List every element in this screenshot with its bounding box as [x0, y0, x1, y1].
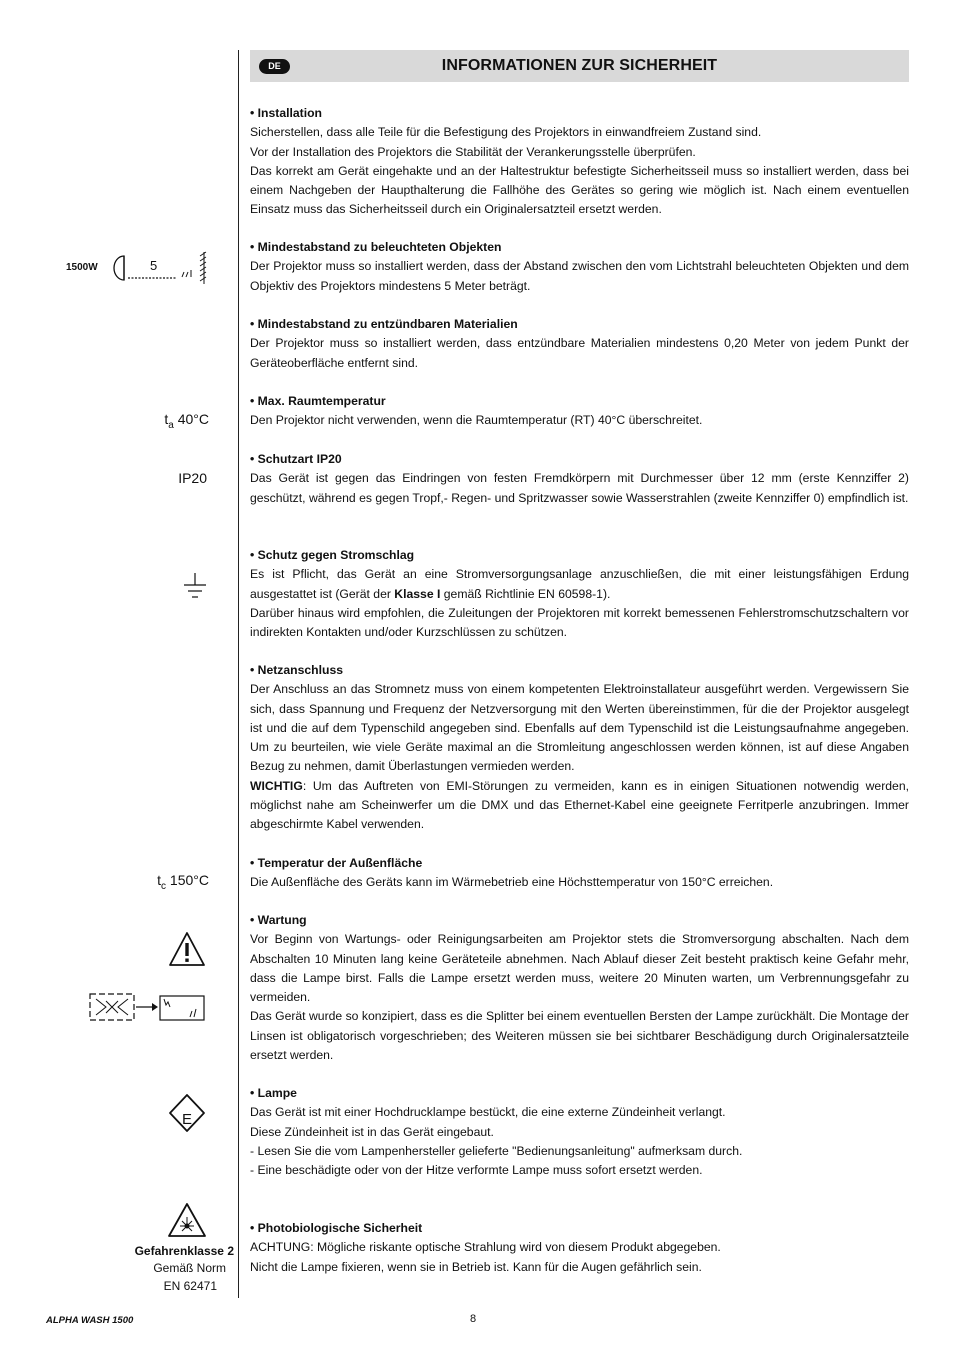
surface-temp-label: $t_c$ 150°C: [157, 872, 209, 892]
paragraph: Den Projektor nicht verwenden, wenn die Raumtemperatur (RT) 40°C überschreitet.: [250, 413, 703, 428]
paragraph: - Eine beschädigte oder von der Hitze verformte Lampe muss sofort ersetzt werden.: [250, 1163, 703, 1178]
section-title: • Wartung: [250, 913, 307, 927]
section-title: • Photobiologische Sicherheit: [250, 1221, 423, 1235]
section-maintenance: [250, 911, 909, 1065]
footer-model-name: ALPHA WASH 1500: [46, 1315, 134, 1326]
paragraph: Vor Beginn von Wartungs- oder Reinigungsarbeiten am Projektor stets die Stromversorgung abschalten. Nach dem Abschalten 10 Minuten lang keine Geräteteile abnehmen. Nach Ablauf dieser Zeit besteht praktisch keine Gefahr mehr, dass die Lampe birst. Falls die Lampe ersetzt werden muss, weitere 20 Minuten warten, um Verbrennungsgefahr zu vermeiden.: [250, 932, 909, 1005]
warning-icon: [168, 931, 206, 967]
paragraph: Das Gerät wurde so konzipiert, dass es die Splitter bei einem eventuellen Bersten der Lampe zurückhält. Die Montage der Linsen ist obligatorisch vorgeschrieben; des Weiteren müssen sie bei sichtbarer Beschädigung durch Originalersatzteile ersetzt werden.: [250, 1009, 909, 1063]
laser-radiation-icon: [167, 1202, 207, 1238]
paragraph: - Lesen Sie die vom Lampenhersteller gelieferte "Bedienungsanleitung" aufmerksam durch.: [250, 1143, 743, 1158]
section-title: • Mindestabstand zu beleuchteten Objekten: [250, 240, 502, 254]
section-title: • Installation: [250, 106, 322, 120]
lamp-replacement-icon: [86, 991, 208, 1025]
page-number: 8: [470, 1313, 477, 1325]
section-title: • Lampe: [250, 1086, 297, 1100]
section-photobiological: [250, 1219, 909, 1277]
section-max-temp: [250, 392, 909, 431]
paragraph: Nicht die Lampe fixieren, wenn sie in Betrieb ist. Kann für die Augen gefährlich sein.: [250, 1259, 702, 1274]
section-min-distance-flammable: [250, 315, 909, 373]
language-badge: DE: [259, 59, 290, 74]
section-mains: [250, 661, 909, 835]
paragraph: Der Projektor muss so installiert werden, dass entzündbare Materialien mindestens 0,20 Meter von jedem Punkt der Geräteoberfläche entfernt sind.: [250, 336, 909, 370]
paragraph: Vor der Installation des Projektors die Stabilität der Verankerungsstelle überprüfen.: [250, 144, 696, 159]
paragraph: Das Gerät ist gegen das Eindringen von festen Fremdkörpern mit Durchmesser über 12 mm (erste Kennziffer 2) geschützt, während es gegen Tropf,- Regen- und Spritzwasser sowie Wasserstrahlen (zweite Kennziffer 0) empfindlich ist.: [250, 471, 909, 505]
paragraph: Das korrekt am Gerät eingehakte und an der Haltestruktur befestigte Sicherheitsseil muss so installiert werden, dass bei einem Nachgeben der Haupthalterung die Fallhöhe des Gerätes so gering wie möglich ist. Nach einem eventuellen Einsatz muss das Sicherheitsseil durch ein Originalersatzteil ersetzt werden.: [250, 163, 909, 217]
distance-value: 5: [150, 258, 158, 273]
section-electric-shock: [250, 546, 909, 642]
section-surface-temp: [250, 854, 909, 893]
paragraph: Es ist Pflicht, das Gerät an eine Stromversorgungsanlage anzuschließen, die mit einer leistungsfähigen Erdung ausgestattet ist (Gerät der Klasse I gemäß Richtlinie EN 60598-1).: [250, 567, 909, 601]
section-installation: [250, 104, 909, 220]
paragraph: Das Gerät ist mit einer Hochdrucklampe bestückt, die eine externe Zündeinheit verlangt.: [250, 1105, 726, 1120]
spotlight-distance-icon: [110, 250, 210, 286]
norm-line-2: EN 62471: [163, 1279, 217, 1293]
ambient-temp-label: $t_a$ 40°C: [164, 411, 209, 431]
wattage-label: 1500W: [66, 262, 98, 273]
lamp-type-symbol: [168, 1093, 206, 1133]
paragraph: Diese Zündeinheit ist in das Gerät eingebaut.: [250, 1124, 494, 1139]
norm-line-1: Gemäß Norm: [153, 1261, 226, 1275]
ip-rating-label: IP20: [178, 470, 207, 486]
column-divider: [238, 50, 239, 1298]
paragraph: ACHTUNG: Mögliche riskante optische Strahlung wird von diesem Produkt abgegeben.: [250, 1240, 721, 1255]
section-title: • Mindestabstand zu entzündbaren Materialien: [250, 317, 518, 331]
hazard-class-label: Gefahrenklasse 2: [134, 1244, 234, 1258]
lamp-symbol-letter: E: [181, 1111, 192, 1128]
min-distance-symbol: [66, 250, 216, 286]
section-title: • Max. Raumtemperatur: [250, 394, 386, 408]
paragraph: WICHTIG: Um das Auftreten von EMI-Störungen zu vermeiden, kann es in einigen Situationen notwendig werden, möglichst nahe am Scheinwerfer um die DMX und das Ethernet-Kabel eine geeignete Ferritperle anzubringen. Immer abgeschirmte Kabel verwenden.: [250, 778, 909, 832]
section-lamp: [250, 1084, 909, 1180]
paragraph: Der Anschluss an das Stromnetz muss von einem kompetenten Elektroinstallateur ausgeführt werden. Vergewissern Sie sich, dass Spannung und Frequenz der Netzversorgung mit den Werten übereinstimmen, für die der Projektor ausgelegt ist und die auf dem Typenschild angegeben sind. Ebenfalls auf dem Typenschild ist die Leistungsaufnahme angegeben. Um zu beurteilen, wie viele Geräte maximal an die Stromleitung angeschlossen werden können, ist auf diese Angaben Bezug zu nehmen, damit Überlastungen vermieden werden.: [250, 682, 909, 774]
paragraph: Sicherstellen, dass alle Teile für die Befestigung des Projektors in einwandfreiem Zustand sind.: [250, 125, 762, 140]
section-title: • Schutz gegen Stromschlag: [250, 548, 415, 562]
paragraph: Die Außenfläche des Geräts kann im Wärmebetrieb eine Höchsttemperatur von 150°C erreichen.: [250, 875, 774, 890]
ground-icon: [182, 572, 208, 600]
section-title: • Schutzart IP20: [250, 452, 342, 466]
page-title: INFORMATIONEN ZUR SICHERHEIT: [441, 57, 718, 74]
section-title: • Netzanschluss: [250, 663, 343, 677]
section-protection-ip20: [250, 450, 909, 508]
paragraph: Darüber hinaus wird empfohlen, die Zuleitungen der Projektoren mit korrekt bemessenen Fehlerstromschutzschaltern vor indirekten Kontakten und/oder Kurzschlüssen zu schützen.: [250, 605, 909, 640]
paragraph: Der Projektor muss so installiert werden, dass der Abstand zwischen den vom Lichtstrahl beleuchteten Objekten und dem Objektiv des Projektors mindestens 5 Meter beträgt.: [250, 259, 909, 293]
section-title: • Temperatur der Außenfläche: [250, 856, 423, 870]
section-header: [250, 50, 909, 82]
section-min-distance-lit: [250, 238, 909, 296]
